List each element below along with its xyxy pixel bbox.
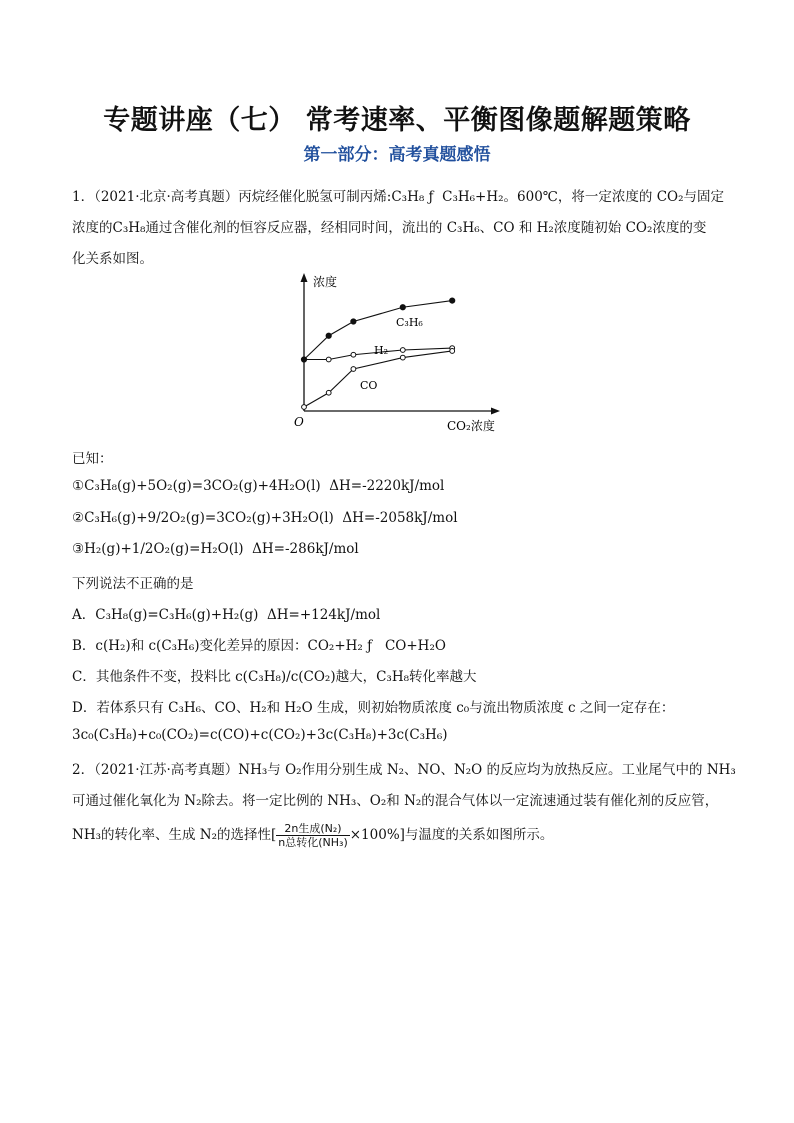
q2-line-3: NH₃的转化率、生成 N₂的选择性[ $\frac{\text{2n生成(N₂)}}{\text{n总转化(NH₃)}}$ ×100%]与温度的关系如图所示。 bbox=[72, 822, 554, 849]
data-point bbox=[302, 405, 307, 410]
data-point bbox=[400, 348, 405, 353]
option-c: C．其他条件不变，投料比 c(C₃H₈)/c(CO₂)越大，C₃H₈转化率越大 bbox=[72, 669, 477, 685]
series-label-h2: H₂ bbox=[374, 344, 389, 357]
origin-label: O bbox=[294, 415, 304, 429]
q1-line-1: 1．（2021·北京·高考真题）丙烷经催化脱氢可制丙烯:C₃H₈ ƒ C₃H₆+H₂。600℃，将一定浓度的 CO₂与固定 bbox=[72, 189, 725, 205]
data-point bbox=[326, 333, 331, 338]
option-a: A．C₃H₈(g)=C₃H₆(g)+H₂(g) ΔH=+124kJ/mol bbox=[72, 607, 381, 623]
question-prompt: 下列说法不正确的是 bbox=[72, 576, 194, 592]
x-axis-label: CO₂浓度 bbox=[447, 419, 495, 433]
page-title: 专题讲座（七） 常考速率、平衡图像题解题策略 bbox=[103, 105, 691, 136]
option-d: D．若体系只有 C₃H₆、CO、H₂和 H₂O 生成，则初始物质浓度 c₀与流出物质浓度 c 之间一定存在： bbox=[72, 700, 675, 716]
equation-2: ②C₃H₆(g)+9/2O₂(g)=3CO₂(g)+3H₂O(l) ΔH=-2058kJ/mol bbox=[72, 510, 458, 526]
equation-3: ③H₂(g)+1/2O₂(g)=H₂O(l) ΔH=-286kJ/mol bbox=[72, 541, 359, 557]
y-axis-arrow bbox=[301, 273, 308, 282]
data-point bbox=[450, 349, 455, 354]
q1-line-2: 浓度的C₃H₈通过含催化剂的恒容反应器，经相同时间，流出的 C₃H₆、CO 和 H₂浓度随初始 CO₂浓度的变 bbox=[72, 220, 707, 236]
concentration-chart bbox=[284, 270, 514, 440]
data-point bbox=[351, 319, 356, 324]
data-point bbox=[326, 357, 331, 362]
data-point bbox=[326, 390, 331, 395]
option-d-formula: 3c₀(C₃H₈)+c₀(CO₂)=c(CO)+c(CO₂)+3c(C₃H₈)+3c(C₃H₆) bbox=[72, 727, 448, 743]
q2-line-2: 可通过催化氧化为 N₂除去。将一定比例的 NH₃、O₂和 N₂的混合气体以一定流速通过装有催化剂的反应管， bbox=[72, 793, 719, 809]
q1-line-3: 化关系如图。 bbox=[72, 251, 153, 267]
known-label: 已知： bbox=[72, 451, 113, 467]
selectivity-fraction bbox=[276, 822, 349, 849]
series-label-c3h6: C₃H₆ bbox=[396, 316, 423, 329]
x-axis-arrow bbox=[491, 408, 500, 415]
data-point bbox=[351, 352, 356, 357]
data-point bbox=[450, 298, 455, 303]
series-label-co: CO bbox=[360, 379, 378, 392]
section-subtitle: 第一部分：高考真题感悟 bbox=[303, 145, 491, 165]
option-b: B．c(H₂)和 c(C₃H₆)变化差异的原因：CO₂+H₂ ƒ CO+H₂O bbox=[72, 638, 446, 654]
equation-1: ①C₃H₈(g)+5O₂(g)=3CO₂(g)+4H₂O(l) ΔH=-2220kJ/mol bbox=[72, 478, 445, 494]
data-point bbox=[351, 367, 356, 372]
y-axis-label: 浓度 bbox=[313, 275, 338, 289]
data-point bbox=[400, 305, 405, 310]
fraction-denominator: n总转化(NH₃) bbox=[278, 836, 348, 849]
q2-line-1: 2．（2021·江苏·高考真题）NH₃与 O₂作用分别生成 N₂、NO、N₂O 的反应均为放热反应。工业尾气中的 NH₃ bbox=[72, 762, 736, 778]
data-point bbox=[400, 355, 405, 360]
fraction-numerator: 2n生成(N₂) bbox=[276, 822, 349, 836]
